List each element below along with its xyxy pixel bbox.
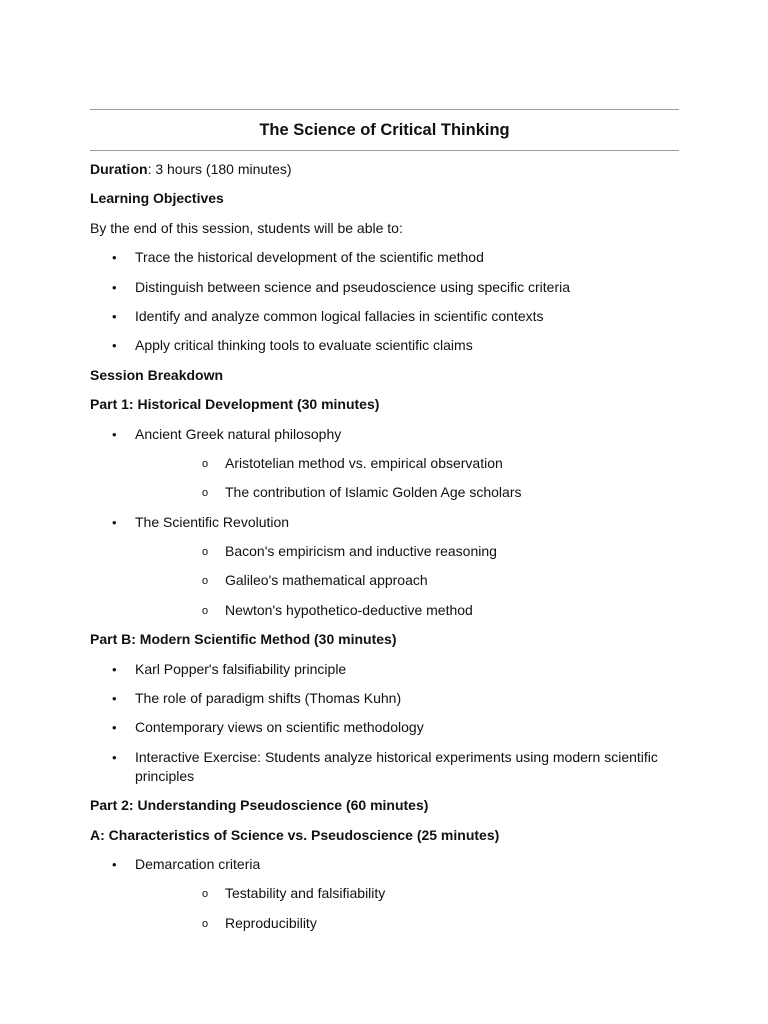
sub-bullet: o <box>202 457 209 470</box>
document-page <box>90 109 679 943</box>
list-item <box>90 278 679 307</box>
bullet: • <box>112 720 117 736</box>
sub-bullet: o <box>202 604 209 617</box>
part1-heading: Part 1: Historical Development (30 minutes) <box>90 396 380 413</box>
part2-heading: Part 2: Understanding Pseudoscience (60 minutes) <box>90 797 429 814</box>
sub-bullet: o <box>202 575 209 588</box>
bullet: • <box>112 426 117 442</box>
list-item <box>90 513 679 631</box>
title-block <box>90 109 679 151</box>
list-item <box>90 855 679 943</box>
bullet: • <box>112 279 117 295</box>
bullet: • <box>112 514 117 530</box>
sublist-item <box>135 884 679 913</box>
session-breakdown-heading: Session Breakdown <box>90 366 224 383</box>
list-item <box>90 660 679 689</box>
sublist-item-text: The contribution of Islamic Golden Age scholars <box>225 484 522 501</box>
document-title: The Science of Critical Thinking <box>259 120 510 139</box>
bullet: • <box>112 691 117 707</box>
objectives-list <box>90 248 679 366</box>
list-item <box>90 748 679 796</box>
list-item-text: Distinguish between science and pseudoscience using specific criteria <box>135 278 571 295</box>
sublist-item-text: Reproducibility <box>225 914 317 931</box>
list-item-text: Karl Popper's falsifiability principle <box>135 660 347 677</box>
duration-value: : 3 hours (180 minutes) <box>147 161 292 177</box>
sublist <box>135 884 679 932</box>
sublist-item <box>135 914 679 933</box>
list-item-text: The role of paradigm shifts (Thomas Kuhn) <box>135 690 402 707</box>
bullet: • <box>112 749 117 765</box>
sublist-item-text: Testability and falsifiability <box>225 885 386 902</box>
bullet: • <box>112 856 117 872</box>
duration-line <box>90 160 679 189</box>
part1-list <box>90 425 679 631</box>
bullet: • <box>112 308 117 324</box>
sublist-item-text: Bacon's empiricism and inductive reasoning <box>225 543 497 560</box>
list-item-text: Apply critical thinking tools to evaluate scientific claims <box>135 337 473 354</box>
list-item <box>90 248 679 277</box>
list-item <box>90 718 679 747</box>
list-item-text: Ancient Greek natural philosophy <box>135 425 342 442</box>
bullet: • <box>112 250 117 266</box>
part2-sectionA-list <box>90 855 679 943</box>
sublist-item-text: Galileo's mathematical approach <box>225 572 428 589</box>
sublist-item <box>135 454 679 483</box>
list-item <box>90 307 679 336</box>
list-item <box>90 689 679 718</box>
list-item-text: Identify and analyze common logical fallacies in scientific contexts <box>135 307 544 324</box>
sublist-item <box>135 571 679 600</box>
sublist-item <box>135 601 679 620</box>
sublist-item <box>135 483 679 502</box>
sub-bullet: o <box>202 888 209 901</box>
sublist <box>135 542 679 620</box>
sublist <box>135 454 679 502</box>
sublist-item-text: Aristotelian method vs. empirical observation <box>225 454 503 471</box>
sublist-item-text: Newton's hypothetico-deductive method <box>225 601 473 618</box>
duration-label: Duration <box>90 161 148 177</box>
partB-heading: Part B: Modern Scientific Method (30 minutes) <box>90 631 397 648</box>
list-item <box>90 425 679 513</box>
sub-bullet: o <box>202 487 209 500</box>
partB-list <box>90 660 679 797</box>
sub-bullet: o <box>202 546 209 559</box>
list-item-text: Contemporary views on scientific methodology <box>135 719 424 736</box>
list-item <box>90 336 679 365</box>
list-item-text: Trace the historical development of the scientific method <box>135 249 484 266</box>
part2-sectionA-heading: A: Characteristics of Science vs. Pseudoscience (25 minutes) <box>90 826 500 843</box>
sublist-item <box>135 542 679 571</box>
bullet: • <box>112 661 117 677</box>
objectives-intro: By the end of this session, students will be able to: <box>90 219 403 236</box>
bullet: • <box>112 338 117 354</box>
sub-bullet: o <box>202 917 209 930</box>
list-item-text: Interactive Exercise: Students analyze historical experiments using modern scientific principles <box>135 748 658 784</box>
objectives-heading: Learning Objectives <box>90 190 224 207</box>
list-item-text: Demarcation criteria <box>135 855 261 872</box>
list-item-text: The Scientific Revolution <box>135 513 290 530</box>
